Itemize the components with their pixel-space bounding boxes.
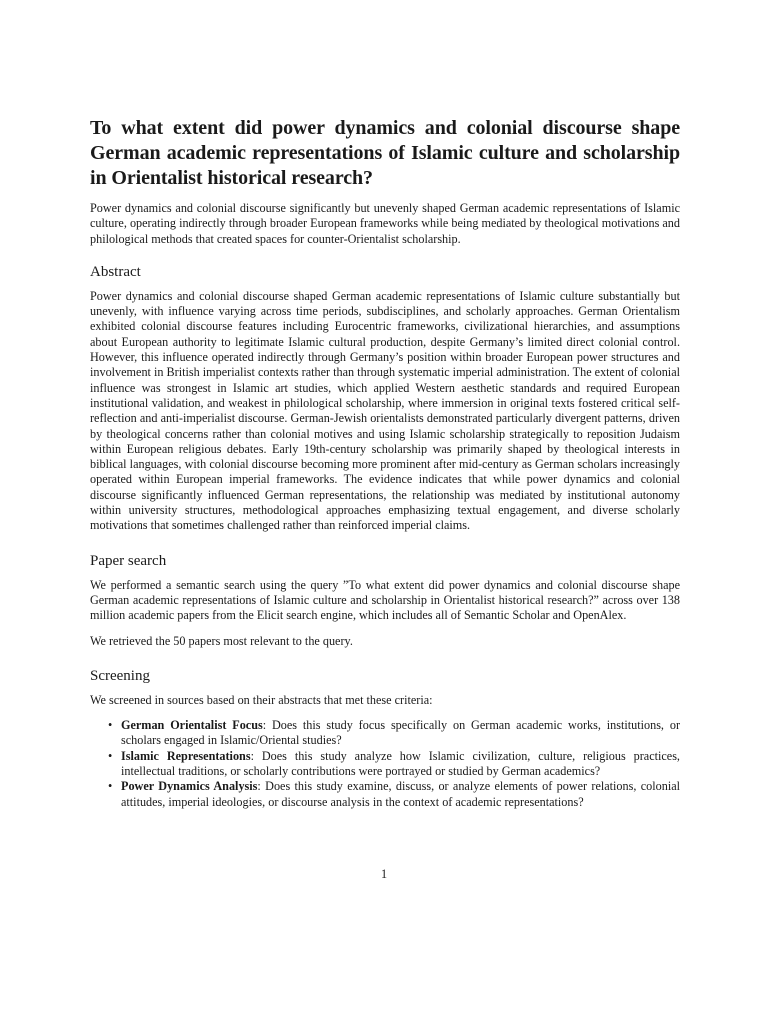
abstract-paragraph: Power dynamics and colonial discourse shaped German academic representations of Islamic culture substantially but unevenly, with influence varying across time periods, subdisciplines, and scholarly approaches. German Orientalism exhibited colonial discourse features including Eurocentric frameworks, civilizational hierarchies, and assumptions about European authority to legitimate Islamic cultural production, despite Germany’s limited direct colonial control. However, this influence operated indirectly through Germany’s position within broader European power structures and involvement in British imperialist contexts rather than through systematic imperial administration. The extent of colonial influence was strongest in Islamic art studies, which applied Western aesthetic standards and required European institutional validation, and weakest in philological scholarship, where immersion in original texts fostered critical self-reflection and anti-imperialist discourse. German-Jewish orientalists demonstrated particularly divergent patterns, driven by theological concerns rather than colonial motives and using Islamic scholarship strategically to reposition Judaism within European religious debates. Early 19th-century scholarship was primarily shaped by theological interests in biblical languages, with colonial discourse becoming more prominent after mid-century as German scholars increasingly operated within European imperial frameworks. The evidence indicates that while power dynamics and colonial discourse significantly influenced German representations, the relationship was mediated by institutional autonomy within university structures, methodological approaches emphasizing textual engagement, and diverse scholarly motivations that sometimes challenged rather than reinforced imperial claims.	[90, 288, 680, 533]
criterion-item	[108, 779, 680, 810]
criterion-name: Islamic Representations	[121, 748, 251, 763]
screening-heading: Screening	[90, 667, 150, 684]
criterion-item	[108, 748, 680, 780]
paper-search-retrieved-paragraph: We retrieved the 50 papers most relevant to the query.	[90, 633, 353, 648]
criterion-description: : Does this study analyze how Islamic civilization, culture, religious practices, intellectual traditions, or scholarly contributions were portrayed or studied by German academics?	[121, 748, 680, 779]
document-page	[90, 116, 680, 810]
screening-criteria-list	[90, 718, 680, 810]
summary-paragraph: Power dynamics and colonial discourse significantly but unevenly shaped German academic representations of Islamic culture, operating indirectly through broader European frameworks while being mediated by theological motivations and philological methods that created spaces for counter-Orientalist scholarship.	[90, 201, 680, 246]
criterion-name: German Orientalist Focus	[121, 718, 263, 733]
report-title: To what extent did power dynamics and colonial discourse shape German academic representations of Islamic culture and scholarship in Orientalist historical research?	[90, 117, 680, 189]
bullet-icon: •	[108, 779, 113, 794]
screening-intro: We screened in sources based on their abstracts that met these criteria:	[90, 692, 433, 707]
criterion-description: : Does this study examine, discuss, or analyze elements of power relations, colonial attitudes, imperial ideologies, or discourse analysis in the context of academic representations?	[121, 779, 680, 809]
criterion-name: Power Dynamics Analysis	[121, 779, 258, 794]
criterion-description: : Does this study focus specifically on German academic works, institutions, or scholars engaged in Islamic/Oriental studies?	[121, 718, 681, 748]
criterion-item	[108, 718, 681, 749]
abstract-heading: Abstract	[90, 263, 141, 280]
bullet-icon: •	[108, 718, 113, 733]
paper-search-paragraph: We performed a semantic search using the query ”To what extent did power dynamics and colonial discourse shape German academic representations of Islamic culture and scholarship in Orientalist historical research?” across over 138 million academic papers from the Elicit search engine, which includes all of Semantic Scholar and OpenAlex.	[90, 577, 680, 623]
page-number: 1	[380, 867, 388, 881]
paper-search-heading: Paper search	[90, 552, 167, 569]
bullet-icon: •	[108, 748, 113, 763]
